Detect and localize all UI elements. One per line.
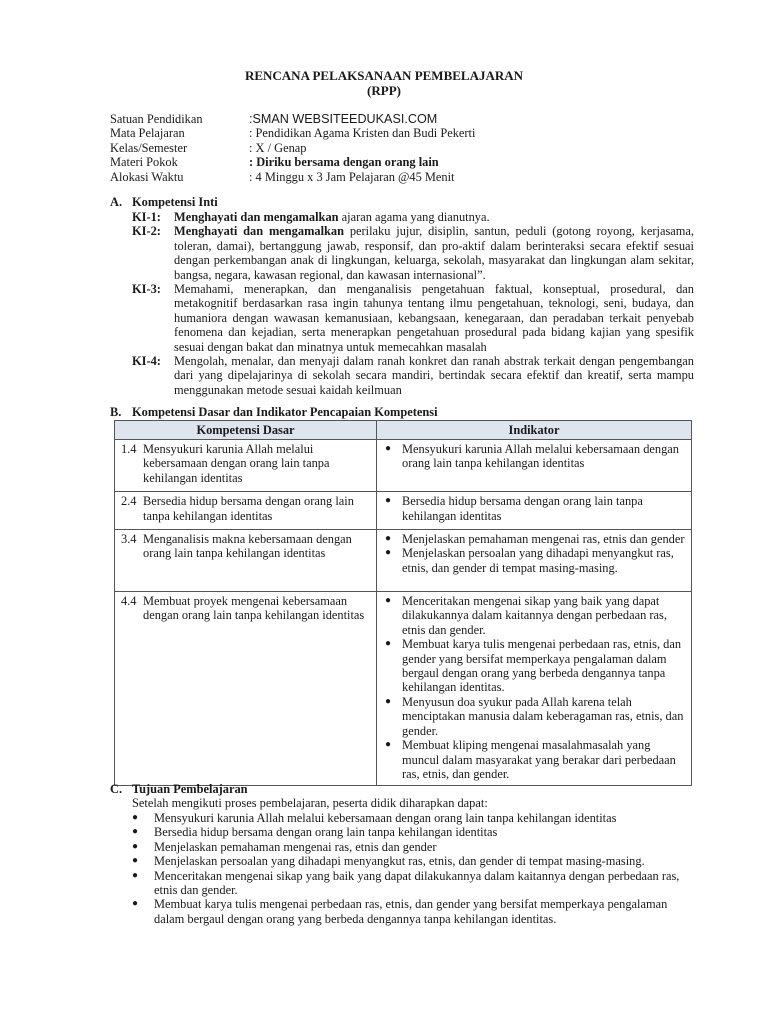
bullet-dot-icon: ●: [132, 812, 139, 823]
ki-body: ajaran agama yang dianutnya.: [338, 210, 490, 224]
identity-label: Kelas/Semester: [110, 140, 188, 155]
tujuan-list: [132, 811, 697, 926]
indicator-item: [383, 442, 685, 471]
ki-code: KI-3:: [132, 282, 161, 297]
ki-code: KI-1:: [132, 210, 161, 224]
ki-text: [174, 354, 694, 397]
tujuan-text: Menjelaskan persoalan yang dihadapi menyangkut ras, etnis, dan gender di tempat masing-masing.: [154, 854, 645, 869]
kd-number: 4.4: [121, 594, 137, 609]
bullet-dot-icon: ●: [385, 443, 392, 454]
tujuan-text: Menjelaskan pemahaman mengenai ras, etnis dan gender: [154, 839, 437, 854]
identity-value: : X / Genap: [249, 140, 307, 155]
indicator-cell: [377, 440, 692, 492]
ki-lead: Menghayati dan mengamalkan: [174, 224, 345, 239]
indicator-item: [383, 637, 685, 695]
indicator-text: Membuat kliping mengenai masalahmasalah yang muncul dalam masyarakat yang berakar dari perbedaan ras, etnis, dan gender.: [402, 738, 676, 781]
column-header: Indikator: [377, 421, 692, 440]
kompetensi-inti-list: [132, 210, 694, 397]
indicator-item: [383, 594, 685, 637]
tujuan-text: Mensyukuri karunia Allah melalui kebersamaan dengan orang lain tanpa kehilangan identitas: [154, 811, 617, 825]
bullet-dot-icon: ●: [385, 739, 392, 751]
identity-row: [110, 112, 690, 126]
kd-number: 2.4: [121, 494, 137, 509]
ki-body: Mengolah, menalar, dan menyaji dalam ranah konkret dan ranah abstrak terkait dengan pengembangan dari yang dipelajarinya di sekolah secara mandiri, bertindak secara efektif dan kreatif, serta mampu menggunakan metode sesuai kaidah keilmuan: [174, 354, 694, 397]
tujuan-item: [132, 840, 697, 854]
table-row: [115, 440, 692, 492]
ki-lead: Menghayati dan mengamalkan: [174, 210, 339, 224]
identity-value: : Pendidikan Agama Kristen dan Budi Pekerti: [249, 126, 476, 141]
identity-row: [110, 170, 690, 184]
section-letter: A.: [110, 195, 123, 209]
indicator-item: [383, 738, 685, 781]
ki-item: [132, 282, 694, 354]
bullet-dot-icon: ●: [385, 547, 392, 559]
ki-text: [174, 282, 694, 354]
table-row: [115, 592, 692, 786]
document-title-block: [0, 68, 768, 98]
section-a-heading: [110, 195, 218, 209]
indicator-text: Bersedia hidup bersama dengan orang lain tanpa kehilangan identitas: [402, 494, 643, 523]
section-b-heading: [110, 405, 438, 419]
bullet-dot-icon: ●: [385, 638, 392, 650]
indicator-item: [383, 546, 685, 575]
section-letter: B.: [110, 405, 122, 419]
bullet-dot-icon: ●: [132, 869, 139, 881]
indicator-text: Menjelaskan persoalan yang dihadapi menyangkut ras, etnis, dan gender di tempat masing-masing.: [402, 546, 674, 575]
identity-label: Materi Pokok: [110, 155, 178, 170]
bullet-dot-icon: ●: [132, 898, 139, 910]
document-subtitle: (RPP): [367, 83, 401, 98]
bullet-dot-icon: ●: [132, 840, 139, 852]
kd-cell: [115, 592, 377, 786]
indicator-text: Membuat karya tulis mengenai perbedaan ras, etnis, dan gender yang bersifat memperkaya pengalaman dalam bergaul dengan orang yang berbeda dengannya tanpa kehilangan identitas.: [402, 637, 682, 695]
section-title: Kompetensi Dasar dan Indikator Pencapaian Kompetensi: [132, 405, 438, 419]
ki-body: Memahami, menerapkan, dan menganalisis pengetahuan faktual, konseptual, prosedural, dan metakognitif berdasarkan rasa ingin tahunya tentang ilmu pengetahuan, teknologi, seni, budaya, dan humaniora dengan wawasan kemanusiaan, kebangsaan, kenegaraan, dan peradaban terkait penyebab fenomena dan kejadian, serta menerapkan pengetahuan prosedural pada bidang kajian yang spesifik sesuai dengan bakat dan minatnya untuk memecahkan masalah: [174, 282, 694, 354]
tujuan-text: Menceritakan mengenai sikap yang baik yang dapat dilakukannya dalam kaitannya dengan perbedaan ras, etnis dan gender.: [154, 868, 680, 898]
ki-code: KI-2:: [132, 224, 161, 239]
table-row: [115, 530, 692, 592]
tujuan-intro: Setelah mengikuti proses pembelajaran, peserta didik diharapkan dapat:: [132, 796, 488, 810]
indicator-text: Menjelaskan pemahaman mengenai ras, etnis dan gender: [402, 532, 685, 547]
table-row: [115, 492, 692, 530]
identity-label: Satuan Pendidikan: [110, 112, 203, 126]
section-title: Tujuan Pembelajaran: [132, 782, 248, 796]
kd-text: Menganalisis makna kebersamaan dengan orang lain tanpa kehilangan identitas: [143, 532, 352, 561]
bullet-dot-icon: ●: [385, 533, 392, 545]
identity-value: : Diriku bersama dengan orang lain: [249, 155, 439, 170]
identity-value: : 4 Minggu x 3 Jam Pelajaran @45 Menit: [249, 169, 455, 184]
ki-text: [174, 210, 694, 224]
indicator-cell: [377, 492, 692, 530]
ki-code: KI-4:: [132, 354, 161, 369]
identity-value: :SMAN WEBSITEEDUKASI.COM: [249, 112, 438, 126]
bullet-dot-icon: ●: [385, 595, 392, 607]
bullet-dot-icon: ●: [385, 495, 392, 507]
table-header-row: [115, 421, 692, 440]
identity-row: [110, 155, 690, 169]
kd-cell: [115, 530, 377, 592]
section-c-heading: [110, 782, 248, 796]
kd-cell: [115, 492, 377, 530]
kd-text: Mensyukuri karunia Allah melalui kebersamaan dengan orang lain tanpa kehilangan identitas: [143, 442, 330, 485]
indicator-item: [383, 494, 685, 523]
tujuan-item: [132, 825, 697, 839]
tujuan-item: [132, 897, 697, 926]
indicator-text: Menyusun doa syukur pada Allah karena telah menciptakan manusia dalam keberagaman ras, etnis, dan gender.: [402, 694, 684, 738]
tujuan-text: Bersedia hidup bersama dengan orang lain tanpa kehilangan identitas: [154, 825, 498, 840]
bullet-dot-icon: ●: [132, 826, 139, 838]
section-letter: C.: [110, 782, 123, 796]
column-header: Kompetensi Dasar: [115, 421, 377, 440]
identity-label: Mata Pelajaran: [110, 126, 185, 141]
indicator-cell: [377, 530, 692, 592]
kd-number: 3.4: [121, 532, 137, 547]
identity-row: [110, 126, 690, 140]
kd-number: 1.4: [121, 442, 137, 456]
identity-label: Alokasi Waktu: [110, 169, 184, 184]
indicator-text: Mensyukuri karunia Allah melalui kebersamaan dengan orang lain tanpa kehilangan identitas: [402, 442, 679, 471]
ki-item: [132, 354, 694, 397]
indicator-item: [383, 695, 685, 738]
bullet-dot-icon: ●: [132, 855, 139, 867]
kd-indicator-table: [114, 420, 692, 786]
ki-text: [174, 224, 694, 282]
indicator-text: Menceritakan mengenai sikap yang baik yang dapat dilakukannya dalam kaitannya dengan perbedaan ras, etnis dan gender.: [402, 594, 667, 637]
ki-item: [132, 210, 694, 224]
identity-block: [110, 112, 690, 184]
section-title: Kompetensi Inti: [132, 195, 218, 209]
kd-cell: [115, 440, 377, 492]
indicator-cell: [377, 592, 692, 786]
kd-text: Membuat proyek mengenai kebersamaan dengan orang lain tanpa kehilangan identitas: [143, 594, 365, 623]
tujuan-text: Membuat karya tulis mengenai perbedaan ras, etnis, dan gender yang bersifat memperkaya pengalaman dalam bergaul dengan orang yang berbeda dengannya tanpa kehilangan identitas.: [154, 897, 668, 926]
indicator-item: [383, 532, 685, 546]
bullet-dot-icon: ●: [385, 695, 392, 707]
tujuan-item: [132, 811, 697, 825]
ki-body: perilaku jujur, disiplin, santun, peduli (gotong royong, kerjasama, toleran, damai), bertanggung jawab, responsif, dan pro-aktif dalam berinteraksi secara efektif sesuai dengan perkembangan anak di lingkungan, keluarga, sekolah, masyarakat dan lingkungan alam sekitar, bangsa, negara, kawasan regional, dan kawasan internasional”.: [174, 224, 695, 282]
tujuan-item: [132, 869, 697, 898]
kd-text: Bersedia hidup bersama dengan orang lain tanpa kehilangan identitas: [143, 494, 354, 523]
tujuan-item: [132, 854, 697, 868]
ki-item: [132, 224, 694, 282]
identity-row: [110, 141, 690, 155]
document-title: RENCANA PELAKSANAAN PEMBELAJARAN: [244, 68, 524, 83]
